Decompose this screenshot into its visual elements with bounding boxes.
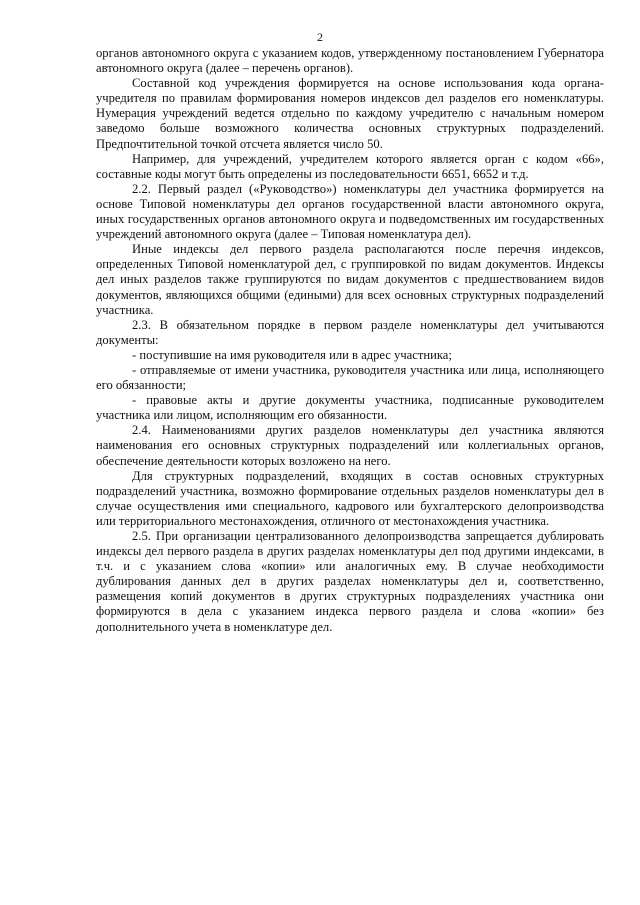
paragraph-section-2-4: 2.4. Наименованиями других разделов номенклатуры дел участника являются наименования его основных структурных подразделений или коллегиальных органов, обеспечение деятельности которых возложено на него.	[96, 423, 604, 468]
paragraph-example: Например, для учреждений, учредителем которого является орган с кодом «66», составные коды могут быть определены из последовательности 6651, 6652 и т.д.	[96, 151, 604, 181]
list-item-incoming: - поступившие на имя руководителя или в адрес участника;	[132, 347, 452, 362]
page-number: 2	[317, 30, 323, 44]
paragraph-section-2-2: 2.2. Первый раздел («Руководство») номенклатуры дел участника формируется на основе Типовой номенклатуры дел органов государственной власти автономного округа, иных государственных органов автономного округа и подведомственных им государственных учреждений автономного округа (далее – Типовая номенклатура дел).	[96, 181, 604, 242]
paragraph-other-indexes: Иные индексы дел первого раздела располагаются после перечня индексов, определенных Типовой номенклатурой дел, с группировкой по видам документов. Индексы дел иных разделов также группируются по видам документов с предшествованием видов документов, являющихся общими (едиными) для всех основных структурных подразделений участника.	[96, 242, 604, 317]
paragraph-continuation: органов автономного округа с указанием кодов, утвержденному постановлением Губернатора автономного округа (далее – перечень органов).	[96, 46, 604, 76]
paragraph-section-2-5: 2.5. При организации централизованного делопроизводства запрещается дублировать индексы дел первого раздела в других разделах номенклатуры дел под другими индексами, в т.ч. и с указанием слова «копии» или аналогичных ему. В случае необходимости дублирования данных дел в других разделах номенклатуры дел и, соответственно, размещения копий документов в других структурных подразделениях участника они формируются в дела с указанием индекса первого раздела и слова «копии» без дополнительного учета в номенклатуре дел.	[96, 529, 604, 634]
paragraph-subdivisions: Для структурных подразделений, входящих в состав основных структурных подразделений участника, возможно формирование отдельных разделов номенклатуры дел в случае осуществления ими специального, кадрового или бухгалтерского делопроизводства или территориального местонахождения, отличного от местонахождения участника.	[96, 468, 604, 528]
paragraph-composite-code: Составной код учреждения формируется на основе использования кода органа-учредителя по правилам формирования номеров индексов дел разделов его номенклатуры. Нумерация учреждений ведется отдельно по каждому учредителю с начальным номером заведомо больше возможного количества основных структурных подразделений. Предпочтительной точкой отсчета является число 50.	[96, 76, 604, 151]
document-body	[96, 46, 604, 635]
list-item-legal-acts: - правовые акты и другие документы участника, подписанные руководителем участника или лицом, исполняющим его обязанности.	[96, 393, 604, 423]
paragraph-section-2-3: 2.3. В обязательном порядке в первом разделе номенклатуры дел учитываются документы:	[96, 317, 604, 347]
list-item-outgoing: - отправляемые от имени участника, руководителя участника или лица, исполняющего его обязанности;	[96, 362, 604, 393]
